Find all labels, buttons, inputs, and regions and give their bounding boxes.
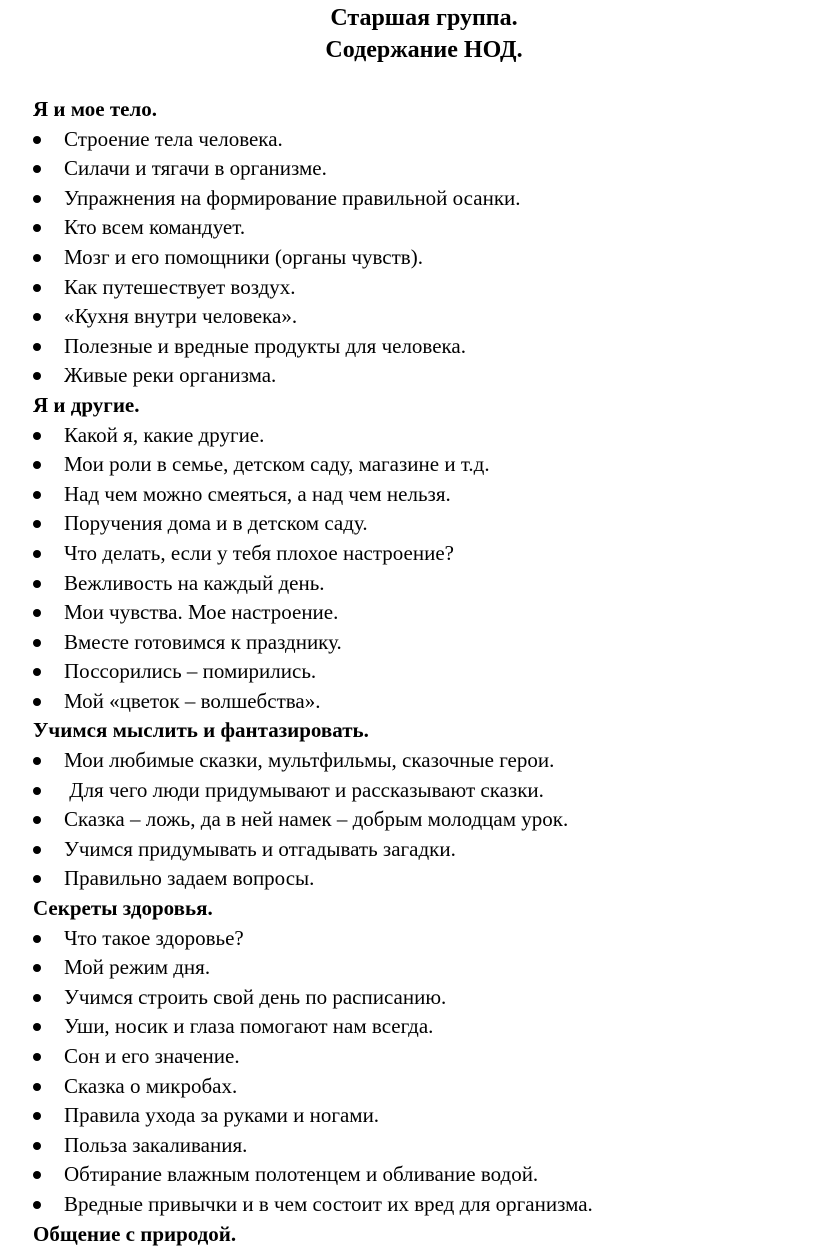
bullet-icon: [33, 846, 41, 854]
list-item: [33, 1101, 803, 1131]
list-item-text: Мой «цветок – волшебства».: [64, 688, 321, 713]
list-item-text: Что делать, если у тебя плохое настроение?: [64, 540, 454, 565]
bullet-icon: [33, 284, 41, 292]
list-item: [33, 302, 803, 332]
bullet-icon: [33, 1112, 41, 1120]
section-list: [33, 746, 803, 894]
list-item: [33, 953, 803, 983]
list-item-text: Мой режим дня.: [64, 955, 211, 980]
list-item: [33, 1131, 803, 1161]
list-item-text: Упражнения на формирование правильной осанки.: [64, 185, 521, 210]
section-heading: Я и мое тело.: [33, 97, 158, 121]
list-item: [33, 273, 803, 303]
list-item-text: Польза закаливания.: [64, 1132, 248, 1157]
list-item: [33, 1012, 803, 1042]
list-item-text: Кто всем командует.: [64, 215, 246, 240]
document-content: [33, 95, 803, 1249]
list-item-text: Поручения дома и в детском саду.: [64, 511, 368, 536]
list-item-text: Вместе готовимся к празднику.: [64, 629, 342, 654]
list-item: [33, 983, 803, 1013]
bullet-icon: [33, 254, 41, 262]
list-item-text: Учимся строить свой день по расписанию.: [64, 984, 447, 1009]
list-item: [33, 746, 803, 776]
bullet-icon: [33, 994, 41, 1002]
bullet-icon: [33, 580, 41, 588]
bullet-icon: [33, 432, 41, 440]
list-item-text: Правила ухода за руками и ногами.: [64, 1103, 380, 1128]
list-item: [33, 539, 803, 569]
list-item-text: Мозг и его помощники (органы чувств).: [64, 244, 423, 269]
list-item: [33, 184, 803, 214]
bullet-icon: [33, 639, 41, 647]
list-item-text: Какой я, какие другие.: [64, 422, 265, 447]
list-item-text: Сон и его значение.: [64, 1044, 240, 1068]
list-item: [33, 1160, 803, 1190]
bullet-icon: [33, 520, 41, 528]
list-item: [33, 657, 803, 687]
bullet-icon: [33, 698, 41, 706]
section-list: [33, 924, 803, 1220]
bullet-icon: [33, 1171, 41, 1179]
bullet-icon: [33, 550, 41, 558]
bullet-icon: [33, 372, 41, 380]
list-item-text: Над чем можно смеяться, а над чем нельзя.: [64, 481, 451, 506]
bullet-icon: [33, 1023, 41, 1031]
bullet-icon: [33, 491, 41, 499]
section-heading: Секреты здоровья.: [33, 896, 213, 921]
list-item: [33, 125, 803, 155]
list-item: [33, 598, 803, 628]
bullet-icon: [33, 461, 41, 469]
bullet-icon: [33, 875, 41, 883]
list-item: [33, 213, 803, 243]
bullet-icon: [33, 313, 41, 321]
list-item: [33, 421, 803, 451]
list-item-text: Учимся придумывать и отгадывать загадки.: [64, 836, 456, 861]
list-item: [33, 776, 803, 806]
list-item-text: Поссорились – помирились.: [64, 659, 317, 684]
list-item: [33, 243, 803, 273]
list-item-text: «Кухня внутри человека».: [64, 304, 298, 329]
bullet-icon: [33, 136, 41, 144]
section-heading: Общение с природой.: [33, 1221, 237, 1246]
list-item-text: Вредные привычки и в чем состоит их вред для организма.: [64, 1191, 593, 1216]
bullet-icon: [33, 935, 41, 943]
list-item-text: Правильно задаем вопросы.: [64, 866, 315, 891]
list-item: [33, 1072, 803, 1102]
list-item-text: Уши, носик и глаза помогают нам всегда.: [64, 1014, 434, 1039]
document-title-line-1: Старшая группа.: [330, 5, 518, 31]
list-item: [33, 450, 803, 480]
list-item: [33, 332, 803, 362]
bullet-icon: [33, 165, 41, 173]
list-item-text: Обтирание влажным полотенцем и обливание водой.: [64, 1162, 539, 1187]
list-item: [33, 687, 803, 717]
bullet-icon: [33, 609, 41, 617]
section-list: [33, 125, 803, 391]
bullet-icon: [33, 1083, 41, 1091]
list-item-text: Сказка о микробах.: [64, 1073, 238, 1098]
list-item-text: Силачи и тягачи в организме.: [64, 156, 327, 181]
bullet-icon: [33, 1142, 41, 1150]
list-item-text: Сказка – ложь, да в ней намек – добрым молодцам урок.: [64, 807, 569, 832]
bullet-icon: [33, 668, 41, 676]
list-item: [33, 509, 803, 539]
list-item-text: Мои роли в семье, детском саду, магазине и т.д.: [64, 452, 490, 477]
section-heading: Учимся мыслить и фантазировать.: [33, 718, 369, 743]
bullet-icon: [33, 816, 41, 824]
list-item: [33, 1190, 803, 1220]
list-item-text: Строение тела человека.: [64, 126, 283, 151]
list-item: [33, 835, 803, 865]
list-item: [33, 924, 803, 954]
bullet-icon: [33, 1201, 41, 1209]
section-list: [33, 421, 803, 717]
document-title-line-2: Содержание НОД.: [325, 37, 523, 63]
list-item: [33, 1042, 803, 1072]
bullet-icon: [33, 787, 41, 795]
list-item-text: Мои чувства. Мое настроение.: [64, 600, 339, 625]
bullet-icon: [33, 195, 41, 203]
bullet-icon: [33, 964, 41, 972]
list-item: [33, 864, 803, 894]
list-item: [33, 480, 803, 510]
list-item: [33, 154, 803, 184]
list-item: [33, 805, 803, 835]
bullet-icon: [33, 343, 41, 351]
list-item: [33, 361, 803, 391]
list-item-text: Как путешествует воздух.: [64, 274, 296, 299]
list-item: [33, 569, 803, 599]
list-item-text: Для чего люди придумывают и рассказывают сказки.: [64, 777, 544, 802]
list-item-text: Мои любимые сказки, мультфильмы, сказочные герои.: [64, 748, 555, 773]
list-item-text: Полезные и вредные продукты для человека.: [64, 333, 466, 358]
list-item-text: Что такое здоровье?: [64, 925, 244, 950]
list-item-text: Вежливость на каждый день.: [64, 570, 325, 595]
list-item-text: Живые реки организма.: [64, 363, 277, 388]
bullet-icon: [33, 757, 41, 765]
section-heading: Я и другие.: [33, 392, 140, 417]
list-item: [33, 628, 803, 658]
bullet-icon: [33, 224, 41, 232]
bullet-icon: [33, 1053, 41, 1061]
